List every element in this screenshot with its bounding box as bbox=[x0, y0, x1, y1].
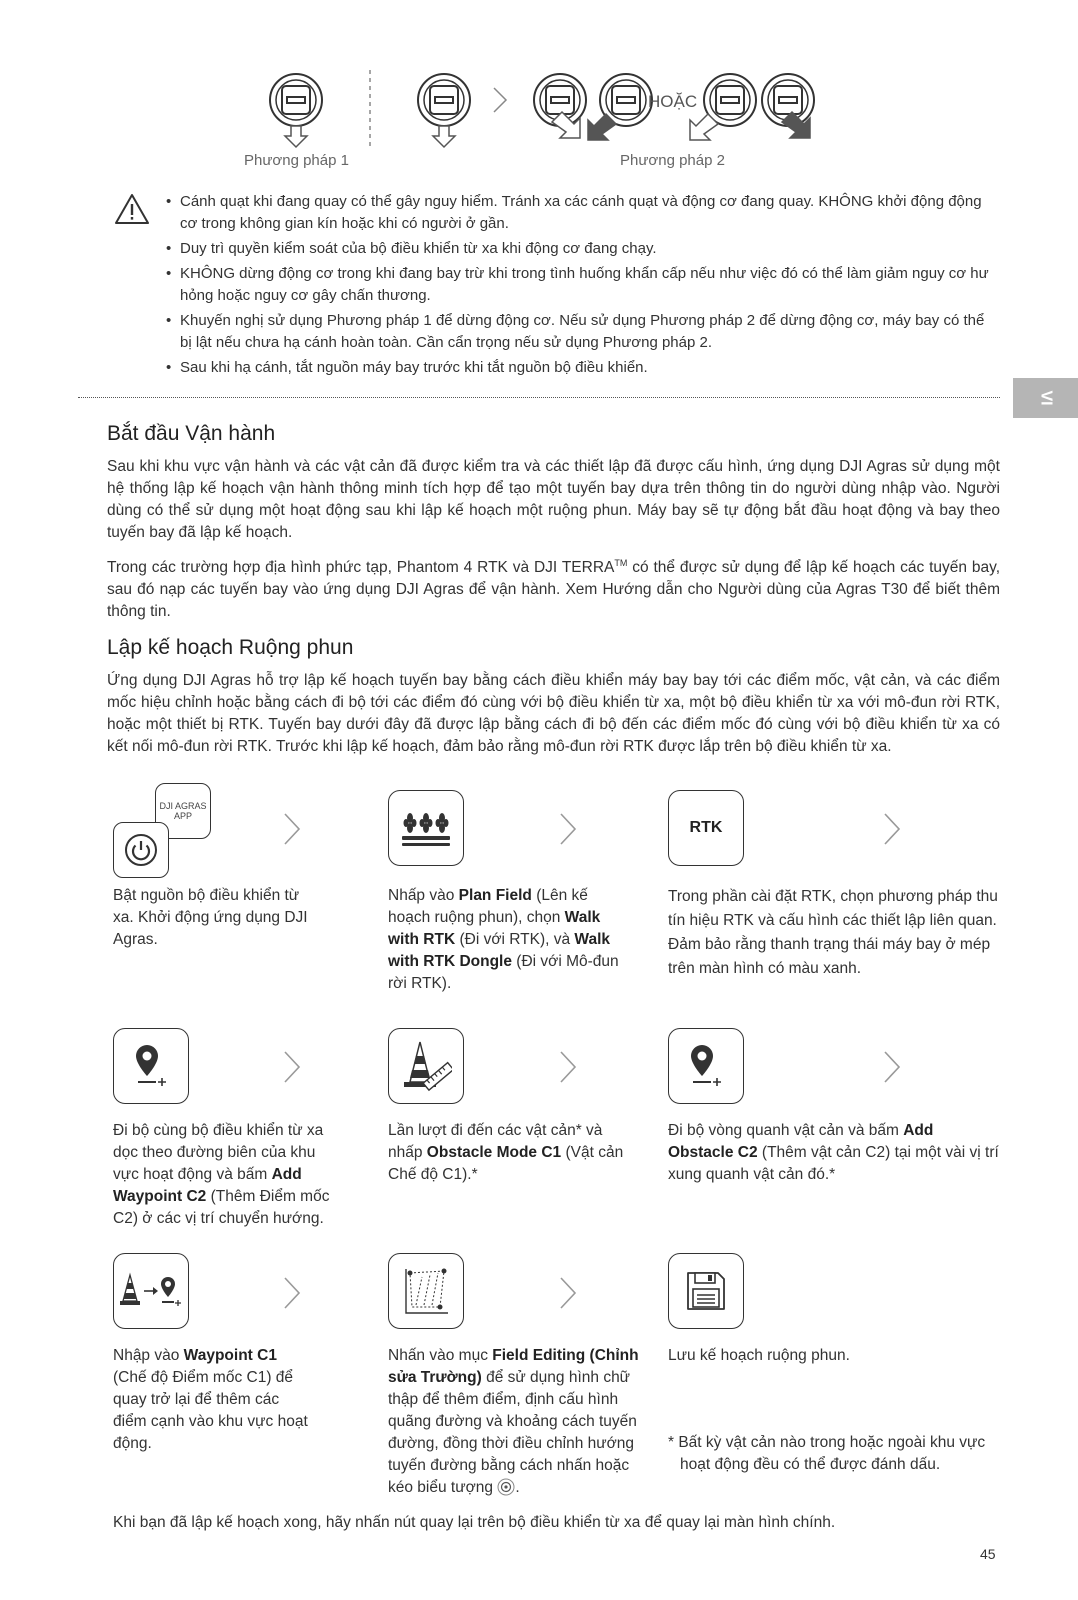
app-icon: DJI AGRAS APP bbox=[155, 783, 211, 839]
chevron-right-icon bbox=[558, 1276, 578, 1310]
step-7-text: Nhập vào Waypoint C1 (Chế độ Điểm mốc C1) để quay trở lại để thêm các điểm cạnh vào khu vực hoạt động. bbox=[113, 1347, 308, 1452]
section-title-plan-field: Lập kế hoạch Ruộng phun bbox=[107, 636, 354, 659]
chevron-right-icon bbox=[558, 1050, 578, 1084]
add-obstacle-icon bbox=[668, 1028, 744, 1104]
closing-text: Khi bạn đã lập kế hoạch xong, hãy nhấn nút quay lại trên bộ điều khiển từ xa để quay lại màn hình chính. bbox=[113, 1514, 836, 1531]
section1-paragraph-2: Trong các trường hợp địa hình phức tạp, Phantom 4 RTK và DJI TERRA™ có thể được sử dụng để lập kế hoạch các tuyến bay, sau đó nạp các tuyến bay vào ứng dụng DJI Agras để vận hành. Xem Hướng dẫn cho Người dùng của Agras T30 để biết thêm thông tin. bbox=[107, 558, 1001, 621]
warning-item: • Duy trì quyền kiểm soát của bộ điều khiển từ xa khi động cơ đang chạy. bbox=[166, 238, 1000, 260]
step-4-text: Đi bộ cùng bộ điều khiển từ xa dọc theo đường biên của khu vực hoạt động và bấm Add Waypoint C2 (Thêm Điểm mốc C2) ở các vị trí chuyển hướng. bbox=[113, 1122, 330, 1227]
method1-caption: Phương pháp 1 bbox=[244, 152, 349, 169]
plan-field-icon bbox=[388, 790, 464, 866]
chevron-right-icon bbox=[282, 1050, 302, 1084]
chevron-right-icon bbox=[882, 1050, 902, 1084]
warning-item: • Cánh quạt khi đang quay có thể gây nguy hiểm. Tránh xa các cánh quạt và động cơ đang quay. KHÔNG khởi động động cơ trong không gian kín hoặc khi có người ở gần. bbox=[166, 191, 1000, 235]
section1-paragraph: Sau khi khu vực vận hành và các vật cản đã được kiểm tra và các thiết lập đã được cấu hình, ứng dụng DJI Agras sử dụng một hệ thống lập kế hoạch vận hành thông minh tích hợp để tạo một tuyến bay dựa trên thông tin do người dùng nhập vào. Người dùng có thể sử dụng một hoạt động sau khi lập kế hoạch một ruộng phun. Máy bay sẽ tự động bắt đầu hoạt động và bay theo tuyến bay đã lập kế hoạch. bbox=[107, 458, 1000, 541]
step-5-text: Lần lượt đi đến các vật cản* và nhấp Obstacle Mode C1 (Vật cản Chế độ C1).* bbox=[388, 1122, 624, 1183]
warning-item: • KHÔNG dừng động cơ trong khi đang bay trừ khi trong tình huống khẩn cấp nếu như việc đó có thể làm giảm nguy cơ hư hỏng hoặc nguy cơ gây chấn thương. bbox=[166, 263, 1000, 307]
stop-motor-diagram bbox=[230, 66, 830, 156]
warning-icon bbox=[114, 193, 150, 225]
save-icon bbox=[668, 1253, 744, 1329]
step-1-text: Bật nguồn bộ điều khiển từ xa. Khởi động ứng dụng DJI Agras. bbox=[113, 887, 308, 948]
section-divider bbox=[78, 397, 1000, 398]
step-6-text: Đi bộ vòng quanh vật cản và bấm Add Obstacle C2 (Thêm vật cản C2) tại một vài vị trí xung quanh vật cản đó.* bbox=[668, 1122, 999, 1183]
footnote: * Bất kỳ vật cản nào trong hoặc ngoài khu vực hoạt động đều có thể được đánh dấu. bbox=[668, 1434, 986, 1473]
method2-caption: Phương pháp 2 bbox=[620, 152, 725, 169]
section-title-start-operation: Bắt đầu Vận hành bbox=[107, 422, 276, 445]
add-waypoint-icon bbox=[113, 1028, 189, 1104]
warning-list bbox=[166, 191, 1000, 382]
waypoint-mode-icon bbox=[113, 1253, 189, 1329]
language-tab: VI bbox=[1013, 378, 1078, 418]
page-number: 45 bbox=[980, 1546, 996, 1562]
section2-paragraph: Ứng dụng DJI Agras hỗ trợ lập kế hoạch tuyến bay bằng cách điều khiển máy bay bay tới các điểm mốc, vật cản, và các điểm mốc hiệu chỉnh hoặc bằng cách đi bộ tới các điểm đó cùng với bộ điều khiển từ xa, một bộ điều khiển từ xa với mô-đun rời RTK, hoặc một thiết bị RTK. Tuyến bay dưới đây đã được lập bằng cách đi bộ đến các điểm mốc đó cùng với bộ điều khiển từ xa có kết nối mô-đun rời RTK. Trước khi lập kế hoạch, đảm bảo rằng mô-đun rời RTK được lắp trên bộ điều khiển từ xa. bbox=[107, 672, 1000, 755]
field-editing-icon bbox=[388, 1253, 464, 1329]
or-label: HOẶC bbox=[648, 92, 698, 111]
step-2-text: Nhấp vào Plan Field (Lên kế hoạch ruộng phun), chọn Walk with RTK (Đi với RTK), và Walk with RTK Dongle (Đi với Mô-đun rời RTK). bbox=[388, 887, 619, 992]
obstacle-mode-icon bbox=[388, 1028, 464, 1104]
warning-item: • Khuyến nghị sử dụng Phương pháp 1 để dừng động cơ. Nếu sử dụng Phương pháp 2 để dừng động cơ, máy bay có thể bị lật nếu chưa hạ cánh hoàn toàn. Cần cẩn trọng nếu sử dụng Phương pháp 2. bbox=[166, 310, 1000, 354]
step-3-text: Trong phần cài đặt RTK, chọn phương pháp thu tín hiệu RTK và cấu hình các thiết lập liên quan. Đảm bảo rằng thanh trạng thái máy bay ở mép trên màn hình có màu xanh. bbox=[668, 888, 998, 977]
chevron-right-icon bbox=[282, 812, 302, 846]
step-9-text: Lưu kế hoạch ruộng phun. bbox=[668, 1347, 850, 1364]
warning-item: • Sau khi hạ cánh, tắt nguồn máy bay trước khi tắt nguồn bộ điều khiển. bbox=[166, 357, 1000, 379]
step-8-text: Nhấn vào mục Field Editing (Chỉnh sửa Trường) để sử dụng hình chữ thập để thêm điểm, định cấu hình quãng đường và khoảng cách tuyến đường, đồng thời điều chỉnh hướng tuyến đường bằng cách nhấn hoặc kéo biểu tượng . bbox=[388, 1347, 639, 1496]
chevron-right-icon bbox=[282, 1276, 302, 1310]
rtk-icon: RTK bbox=[668, 790, 744, 866]
power-button-icon bbox=[113, 822, 169, 878]
route-direction-icon bbox=[497, 1478, 515, 1496]
chevron-right-icon bbox=[558, 812, 578, 846]
chevron-right-icon bbox=[882, 812, 902, 846]
